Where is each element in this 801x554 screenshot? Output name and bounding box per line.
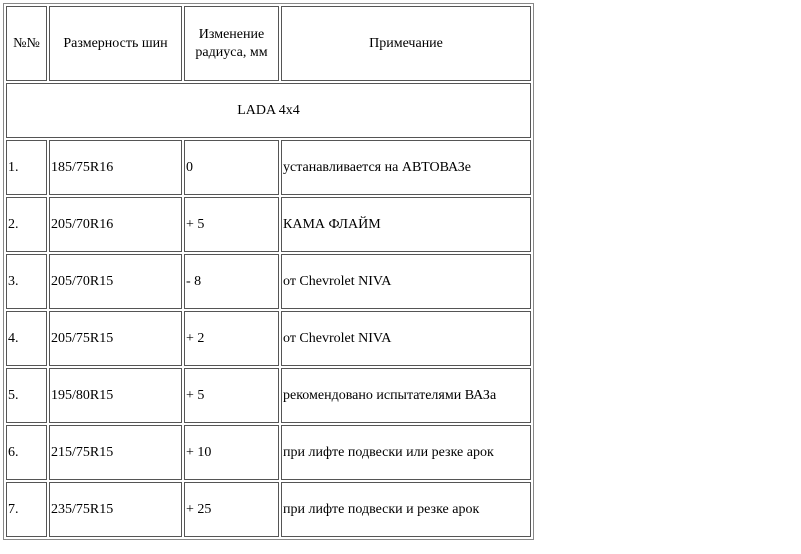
table-header-row <box>6 6 531 81</box>
cell-note: от Chevrolet NIVA <box>281 254 531 309</box>
header-num: №№ <box>6 6 47 81</box>
header-radius-change: Изменение радиуса, мм <box>184 6 279 81</box>
table-row <box>6 311 531 366</box>
cell-note: при лифте подвески или резке арок <box>281 425 531 480</box>
cell-size: 205/75R15 <box>49 311 182 366</box>
cell-size: 195/80R15 <box>49 368 182 423</box>
table-row <box>6 482 531 537</box>
cell-size: 235/75R15 <box>49 482 182 537</box>
cell-note: при лифте подвески и резке арок <box>281 482 531 537</box>
cell-num: 6. <box>6 425 47 480</box>
cell-change: - 8 <box>184 254 279 309</box>
cell-note: устанавливается на АВТОВАЗе <box>281 140 531 195</box>
cell-note: от Chevrolet NIVA <box>281 311 531 366</box>
table-row <box>6 368 531 423</box>
table-row <box>6 140 531 195</box>
header-note: Примечание <box>281 6 531 81</box>
cell-size: 215/75R15 <box>49 425 182 480</box>
cell-change: + 25 <box>184 482 279 537</box>
group-row <box>6 83 531 138</box>
cell-change: + 5 <box>184 368 279 423</box>
table-row <box>6 254 531 309</box>
cell-note: КАМА ФЛАЙМ <box>281 197 531 252</box>
cell-num: 1. <box>6 140 47 195</box>
cell-num: 2. <box>6 197 47 252</box>
group-title: LADA 4x4 <box>6 83 531 138</box>
cell-num: 7. <box>6 482 47 537</box>
cell-change: + 10 <box>184 425 279 480</box>
cell-size: 205/70R15 <box>49 254 182 309</box>
cell-size: 205/70R16 <box>49 197 182 252</box>
cell-change: 0 <box>184 140 279 195</box>
cell-num: 5. <box>6 368 47 423</box>
cell-size: 185/75R16 <box>49 140 182 195</box>
cell-note: рекомендовано испытателями ВАЗа <box>281 368 531 423</box>
cell-change: + 5 <box>184 197 279 252</box>
table-row <box>6 425 531 480</box>
tire-size-table <box>3 3 534 540</box>
cell-change: + 2 <box>184 311 279 366</box>
cell-num: 3. <box>6 254 47 309</box>
header-size: Размерность шин <box>49 6 182 81</box>
cell-num: 4. <box>6 311 47 366</box>
table-row <box>6 197 531 252</box>
